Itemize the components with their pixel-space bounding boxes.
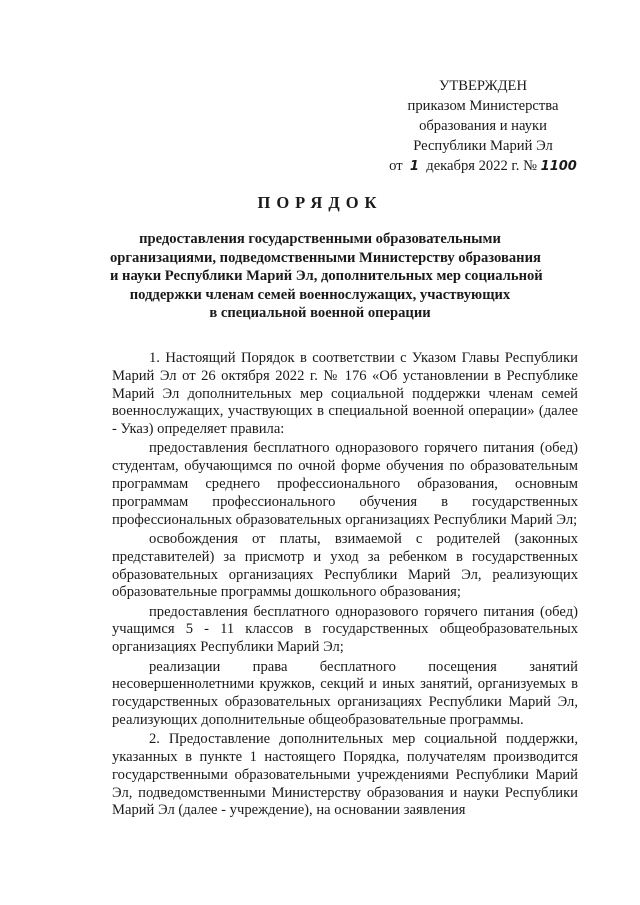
approval-status: УТВЕРЖДЕН [439, 78, 527, 94]
list-item-clubs: реализации права бесплатного посещения занятий несовершеннолетними кружков, секций и иных занятий, организуемых в государственных образовательных организациях Республики Марий Эл, реализующих дополнительные общеобразовательные программы. [112, 658, 578, 728]
paragraph-2: 2. Предоставление дополнительных мер социальной поддержки, указанных в пункте 1 настоящего Порядка, получателям производится государственными образовательными учреждениями Республики Марий Эл, подведомственными Министерству образования и науки Республики Марий Эл (далее - учреждение), на основании заявления [112, 731, 578, 819]
subtitle-line: в специальной военной операции [209, 305, 431, 322]
document-subtitle [110, 230, 543, 323]
approval-line-2: образования и науки [419, 118, 547, 134]
approval-date-rest: декабря 2022 г. № [426, 158, 537, 174]
subtitle-line: организациями, подведомственными Министерству образования [110, 249, 541, 266]
approval-order-number: 1100 [540, 159, 577, 174]
approval-date-line [370, 156, 596, 177]
approval-date-prefix: от [389, 158, 403, 174]
list-item-meals-pupils: предоставления бесплатного одноразового горячего питания (обед) учащимся 5 - 11 классов в государственных общеобразовательных организациях Республики Марий Эл; [112, 603, 578, 656]
list-item-preschool-fee: освобождения от платы, взимаемой с родителей (законных представителей) за присмотр и уход за ребенком в государственных образовательных организациях Республики Марий Эл, реализующих образовательные программы дошкольного образования; [112, 530, 578, 601]
document-title: ПОРЯДОК [257, 193, 383, 212]
subtitle-line: и науки Республики Марий Эл, дополнительных мер социальной [110, 268, 543, 285]
approval-line-3: Республики Марий Эл [413, 138, 553, 154]
subtitle-line: предоставления государственными образовательными [139, 231, 501, 247]
approval-line-1: приказом Министерства [407, 98, 559, 114]
approval-block [370, 76, 596, 177]
approval-date-day: 1 [409, 159, 419, 174]
list-item-meals-students: предоставления бесплатного одноразового горячего питания (обед) студентам, обучающимся по очной форме обучения по образовательным программам среднего профессионального образования, основным программам профессионального обучения в государственных профессиональных образовательных организациях Республики Марий Эл; [112, 440, 578, 528]
paragraph-1: 1. Настоящий Порядок в соответствии с Указом Главы Республики Марий Эл от 26 октября 2022 г. № 176 «Об установлении в Республике Марий Эл дополнительных мер социальной поддержки членам семей военнослужащих, участвующих в специальной военной операции» (далее - Указ) определяет правила: [112, 350, 578, 438]
document-body [112, 350, 578, 822]
subtitle-line: поддержки членам семей военнослужащих, участвующих [129, 286, 511, 303]
